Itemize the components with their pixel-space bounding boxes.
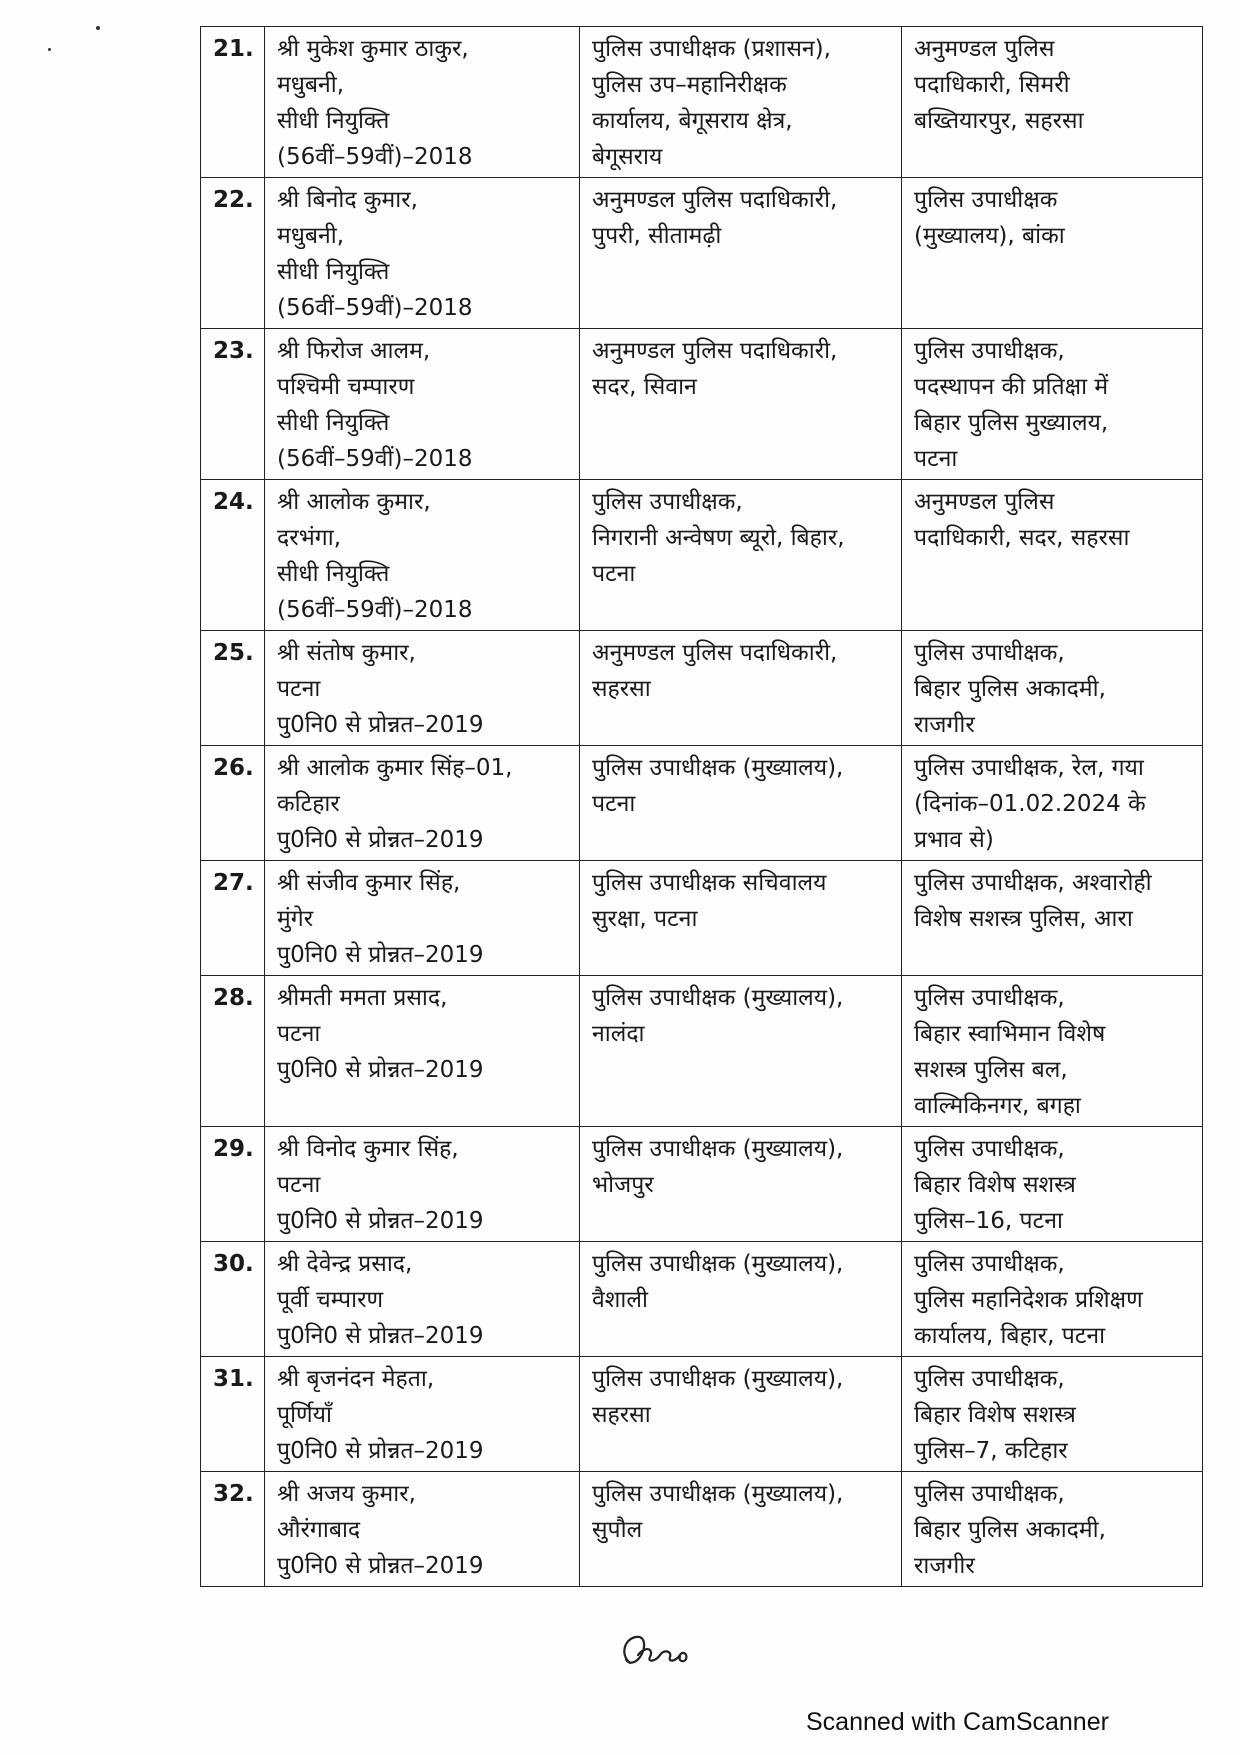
cell-line: पु0नि0 से प्रोन्नत–2019 [277, 1553, 484, 1579]
officer-name-cell [265, 329, 580, 480]
cell-line: पुलिस उपाधीक्षक (प्रशासन), [592, 36, 831, 62]
new-posting-cell [902, 861, 1203, 976]
cell-line: नालंदा [592, 1021, 645, 1047]
cell-line: पु0नि0 से प्रोन्नत–2019 [277, 1057, 484, 1083]
new-posting-cell [902, 1242, 1203, 1357]
serial-number: 32. [201, 1472, 265, 1587]
cell-line: सीधी नियुक्ति [277, 561, 390, 587]
table-row [201, 480, 1203, 631]
cell-line: अनुमण्डल पुलिस पदाधिकारी, [592, 338, 838, 364]
cell-line: सदर, सिवान [592, 374, 697, 400]
table-row [201, 329, 1203, 480]
cell-line: सीधी नियुक्ति [277, 108, 390, 134]
scanner-watermark: Scanned with CamScanner [806, 1708, 1109, 1736]
cell-line: भोजपुर [592, 1172, 654, 1198]
cell-line: वाल्मिकिनगर, बगहा [914, 1093, 1081, 1119]
cell-line: राजगीर [914, 712, 975, 738]
cell-line: कटिहार [277, 791, 340, 817]
cell-line: श्री बिनोद कुमार, [277, 187, 418, 213]
cell-line: पुलिस उपाधीक्षक, [914, 1481, 1065, 1507]
cell-line: सीधी नियुक्ति [277, 259, 390, 285]
officer-name-cell [265, 861, 580, 976]
cell-line: पदाधिकारी, सदर, सहरसा [914, 525, 1130, 551]
cell-line: पुलिस उपाधीक्षक [914, 187, 1058, 213]
cell-line: पदाधिकारी, सिमरी [914, 72, 1070, 98]
serial-number: 25. [201, 631, 265, 746]
cell-line: पुलिस उपाधीक्षक (मुख्यालय), [592, 1481, 844, 1507]
serial-number: 29. [201, 1127, 265, 1242]
current-posting-cell [580, 480, 902, 631]
current-posting-cell [580, 976, 902, 1127]
table-body [201, 27, 1203, 1587]
cell-line: पश्चिमी चम्पारण [277, 374, 415, 400]
cell-line: वैशाली [592, 1287, 648, 1313]
new-posting-cell [902, 329, 1203, 480]
serial-number: 30. [201, 1242, 265, 1357]
cell-line: पुलिस उपाधीक्षक, [914, 985, 1065, 1011]
cell-line: पटना [592, 561, 636, 587]
cell-line: बिहार पुलिस अकादमी, [914, 676, 1106, 702]
cell-line: श्री विनोद कुमार सिंह, [277, 1136, 459, 1162]
cell-line: प्रभाव से) [914, 827, 994, 853]
cell-line: (56वीं–59वीं)–2018 [277, 144, 473, 170]
current-posting-cell [580, 746, 902, 861]
scan-speck [96, 26, 100, 30]
current-posting-cell [580, 27, 902, 178]
cell-line: पुलिस उपाधीक्षक, [914, 1366, 1065, 1392]
cell-line: बिहार स्वाभिमान विशेष [914, 1021, 1106, 1047]
cell-line: दरभंगा, [277, 525, 342, 551]
current-posting-cell [580, 329, 902, 480]
cell-line: बख्तियारपुर, सहरसा [914, 108, 1084, 134]
cell-line: सुपौल [592, 1517, 643, 1543]
officer-name-cell [265, 976, 580, 1127]
cell-line: पुलिस महानिदेशक प्रशिक्षण [914, 1287, 1143, 1313]
cell-line: पु0नि0 से प्रोन्नत–2019 [277, 1208, 484, 1234]
cell-line: पूर्वी चम्पारण [277, 1287, 384, 1313]
cell-line: पुलिस उपाधीक्षक, [592, 489, 743, 515]
cell-line: पदस्थापन की प्रतिक्षा में [914, 374, 1109, 400]
cell-line: (मुख्यालय), बांका [914, 223, 1065, 249]
cell-line: (56वीं–59वीं)–2018 [277, 597, 473, 623]
current-posting-cell [580, 631, 902, 746]
officer-name-cell [265, 631, 580, 746]
current-posting-cell [580, 1242, 902, 1357]
cell-line: श्री फिरोज आलम, [277, 338, 431, 364]
cell-line: कार्यालय, बेगूसराय क्षेत्र, [592, 108, 793, 134]
cell-line: पुलिस–7, कटिहार [914, 1438, 1068, 1464]
cell-line: श्रीमती ममता प्रसाद, [277, 985, 448, 1011]
cell-line: पटना [914, 446, 958, 472]
cell-line: पटना [277, 676, 321, 702]
cell-line: अनुमण्डल पुलिस [914, 489, 1055, 515]
cell-line: सहरसा [592, 1402, 651, 1428]
cell-line: पुलिस उप–महानिरीक्षक [592, 72, 787, 98]
signature-mark [616, 1625, 696, 1675]
cell-line: श्री संजीव कुमार सिंह, [277, 870, 461, 896]
cell-line: अनुमण्डल पुलिस पदाधिकारी, [592, 187, 838, 213]
current-posting-cell [580, 1127, 902, 1242]
table-row [201, 27, 1203, 178]
cell-line: पुलिस उपाधीक्षक (मुख्यालय), [592, 1136, 844, 1162]
cell-line: पटना [277, 1021, 321, 1047]
new-posting-cell [902, 480, 1203, 631]
cell-line: पुलिस उपाधीक्षक, [914, 338, 1065, 364]
serial-number: 22. [201, 178, 265, 329]
cell-line: पु0नि0 से प्रोन्नत–2019 [277, 942, 484, 968]
current-posting-cell [580, 178, 902, 329]
table-row [201, 1357, 1203, 1472]
table-row [201, 976, 1203, 1127]
serial-number: 24. [201, 480, 265, 631]
cell-line: बिहार पुलिस अकादमी, [914, 1517, 1106, 1543]
cell-line: (56वीं–59वीं)–2018 [277, 446, 473, 472]
cell-line: श्री बृजनंदन मेहता, [277, 1366, 435, 1392]
serial-number: 31. [201, 1357, 265, 1472]
cell-line: अनुमण्डल पुलिस [914, 36, 1055, 62]
table-row [201, 1472, 1203, 1587]
cell-line: श्री देवेन्द्र प्रसाद, [277, 1251, 413, 1277]
cell-line: श्री आलोक कुमार सिंह–01, [277, 755, 513, 781]
serial-number: 21. [201, 27, 265, 178]
cell-line: बिहार विशेष सशस्त्र [914, 1172, 1076, 1198]
current-posting-cell [580, 861, 902, 976]
cell-line: श्री संतोष कुमार, [277, 640, 416, 666]
officer-name-cell [265, 1357, 580, 1472]
table-row [201, 1127, 1203, 1242]
cell-line: पुलिस उपाधीक्षक (मुख्यालय), [592, 985, 844, 1011]
officer-name-cell [265, 1472, 580, 1587]
cell-line: विशेष सशस्त्र पुलिस, आरा [914, 906, 1133, 932]
new-posting-cell [902, 1472, 1203, 1587]
cell-line: श्री आलोक कुमार, [277, 489, 431, 515]
officer-name-cell [265, 746, 580, 861]
new-posting-cell [902, 976, 1203, 1127]
cell-line: मधुबनी, [277, 72, 345, 98]
cell-line: (दिनांक–01.02.2024 के [914, 791, 1146, 817]
cell-line: सुरक्षा, पटना [592, 906, 698, 932]
cell-line: निगरानी अन्वेषण ब्यूरो, बिहार, [592, 525, 845, 551]
officer-name-cell [265, 1127, 580, 1242]
new-posting-cell [902, 178, 1203, 329]
cell-line: पुलिस उपाधीक्षक, [914, 640, 1065, 666]
cell-line: पुलिस उपाधीक्षक, [914, 1251, 1065, 1277]
table-row [201, 861, 1203, 976]
serial-number: 26. [201, 746, 265, 861]
current-posting-cell [580, 1357, 902, 1472]
cell-line: पुलिस उपाधीक्षक, रेल, गया [914, 755, 1144, 781]
table-row [201, 178, 1203, 329]
cell-line: पु0नि0 से प्रोन्नत–2019 [277, 1323, 484, 1349]
new-posting-cell [902, 746, 1203, 861]
cell-line: पु0नि0 से प्रोन्नत–2019 [277, 712, 484, 738]
table-row [201, 631, 1203, 746]
cell-line: पुपरी, सीतामढ़ी [592, 223, 722, 249]
cell-line: पटना [277, 1172, 321, 1198]
new-posting-cell [902, 1357, 1203, 1472]
cell-line: पुलिस उपाधीक्षक, अश्वारोही [914, 870, 1152, 896]
cell-line: पुलिस उपाधीक्षक (मुख्यालय), [592, 755, 844, 781]
cell-line: पुलिस उपाधीक्षक सचिवालय [592, 870, 827, 896]
cell-line: सीधी नियुक्ति [277, 410, 390, 436]
cell-line: श्री मुकेश कुमार ठाकुर, [277, 36, 469, 62]
officer-name-cell [265, 27, 580, 178]
table-row [201, 746, 1203, 861]
officer-name-cell [265, 1242, 580, 1357]
cell-line: बिहार विशेष सशस्त्र [914, 1402, 1076, 1428]
cell-line: पुलिस उपाधीक्षक (मुख्यालय), [592, 1251, 844, 1277]
cell-line: पुलिस–16, पटना [914, 1208, 1063, 1234]
table-row [201, 1242, 1203, 1357]
new-posting-cell [902, 1127, 1203, 1242]
cell-line: सहरसा [592, 676, 651, 702]
cell-line: औरंगाबाद [277, 1517, 361, 1543]
cell-line: कार्यालय, बिहार, पटना [914, 1323, 1106, 1349]
cell-line: मुंगेर [277, 906, 314, 932]
cell-line: (56वीं–59वीं)–2018 [277, 295, 473, 321]
cell-line: बेगूसराय [592, 144, 663, 170]
cell-line: मधुबनी, [277, 223, 345, 249]
cell-line: राजगीर [914, 1553, 975, 1579]
transfer-posting-table [200, 26, 1203, 1587]
serial-number: 23. [201, 329, 265, 480]
serial-number: 28. [201, 976, 265, 1127]
new-posting-cell [902, 27, 1203, 178]
officer-name-cell [265, 178, 580, 329]
serial-number: 27. [201, 861, 265, 976]
cell-line: अनुमण्डल पुलिस पदाधिकारी, [592, 640, 838, 666]
cell-line: पूर्णियाँ [277, 1402, 332, 1428]
cell-line: पुलिस उपाधीक्षक (मुख्यालय), [592, 1366, 844, 1392]
cell-line: सशस्त्र पुलिस बल, [914, 1057, 1068, 1083]
cell-line: पुलिस उपाधीक्षक, [914, 1136, 1065, 1162]
cell-line: पु0नि0 से प्रोन्नत–2019 [277, 827, 484, 853]
cell-line: पटना [592, 791, 636, 817]
scan-speck [48, 48, 51, 51]
cell-line: बिहार पुलिस मुख्यालय, [914, 410, 1109, 436]
officer-name-cell [265, 480, 580, 631]
current-posting-cell [580, 1472, 902, 1587]
cell-line: श्री अजय कुमार, [277, 1481, 416, 1507]
new-posting-cell [902, 631, 1203, 746]
cell-line: पु0नि0 से प्रोन्नत–2019 [277, 1438, 484, 1464]
